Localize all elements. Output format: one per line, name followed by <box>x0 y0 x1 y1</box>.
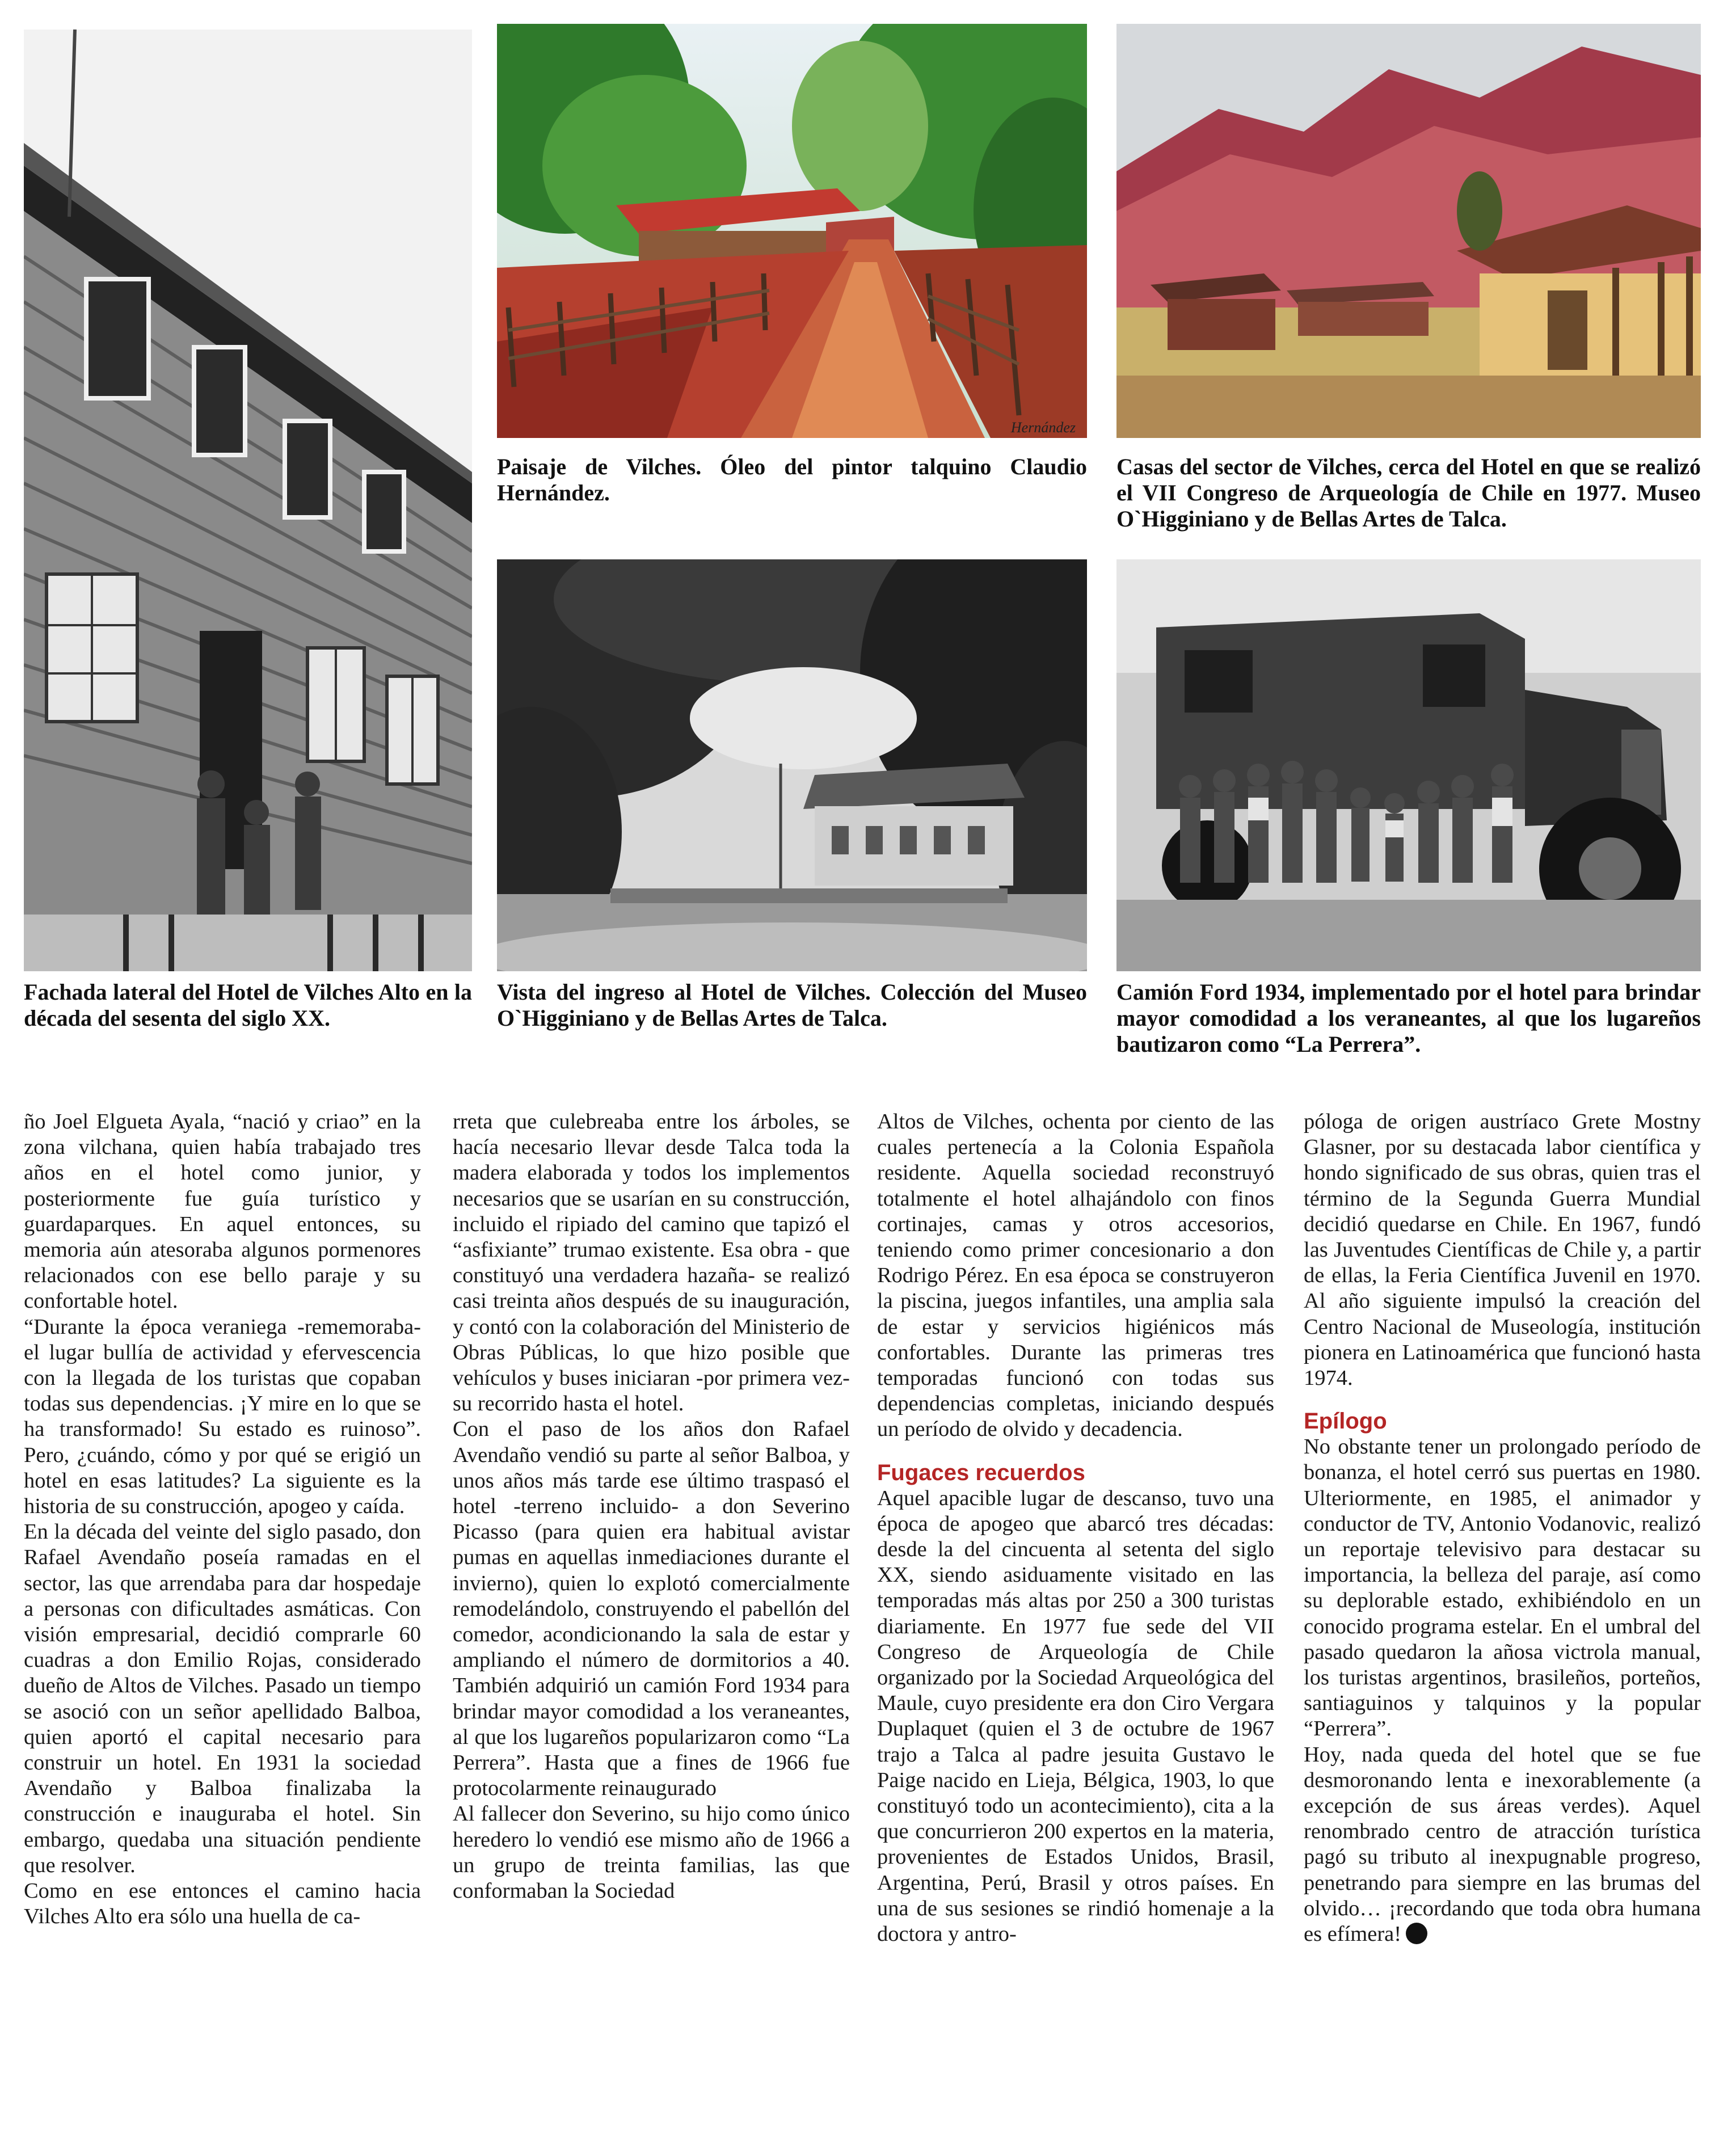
section-heading-fugaces-recuerdos: Fugaces recuerdos <box>877 1460 1085 1485</box>
article-paragraph: Altos de Vilches, ochenta por ciento de las cuales pertenecía a la Colonia Española residente. Aquella sociedad reconstruyó totalmente el hotel alhajándolo con finos cortinajes, camas y otros accesorios, teniendo como primer concesionario a don Rodrigo Pérez. En esa época se construyeron la piscina, juegos infantiles, una amplia sala de estar y servicios higiénicos más confortables. Durante las primeras tres temporadas funcionó con todas sus dependencias completas, iniciando después un período de olvido y decadencia. <box>877 1110 1274 1442</box>
photo-hotel-facade <box>24 30 472 971</box>
article-paragraph: ño Joel Elgueta Ayala, “nació y criao” en la zona vilchana, quien había trabajado tres años en el hotel como junior, y posteriormente fue guía turístico y guardaparques. En aquel entonces, su memoria aún atesoraba algunos pormenores relacionados con ese bello paraje y su confortable hotel. <box>24 1110 421 1313</box>
article-paragraph: Aquel apacible lugar de descanso, tuvo una época de apogeo que abarcó tres décadas: desde la del cincuenta al setenta del siglo XX, siendo asiduamente visitado en las temporadas más altas por 250 a 300 turistas diariamente. En 1977 fue sede del VII Congreso de Arqueología de Chile organizado por la Sociedad Arqueológica del Maule, cuyo presidente era don Ciro Vergara Duplaquet (quien el 3 de octubre de 1967 trajo a Talca al padre jesuita Gustavo le Paige nacido en Lieja, Bélgica, 1903, lo que constituyó todo un acontecimiento), cita a la que concurrieron 200 expertos en la materia, provenientes de Estados Unidos, Brasil, Argentina, Perú, Brasil y otros países. En una de sus sesiones se rindió homenaje a la doctora y antro- <box>877 1486 1274 1946</box>
photo-ford-truck <box>1116 559 1701 971</box>
article-paragraph: póloga de origen austríaco Grete Mostny Glasner, por su destacada labor científica y hondo significado de sus obras, quien tras el término de la Segunda Guerra Mundial decidió quedarse en Chile. En 1967, fundó las Juventudes Científicas de Chile y, a partir de ellas, la Feria Científica Juvenil en 1970. Al año siguiente impulsó la creación del Centro Nacional de Museología, institución pionera en Latinoamérica que funcionó hasta 1974. <box>1304 1110 1701 1390</box>
caption-ford-truck: Camión Ford 1934, implementado por el hotel para brindar mayor comodidad a los veraneantes, al que los lugareños bautizaron como “La Perrera”. <box>1116 979 1701 1057</box>
article-paragraph: Al fallecer don Severino, su hijo como único heredero lo vendió ese mismo año de 1966 a un grupo de treinta familias, las que conformaban la Sociedad <box>453 1802 850 1903</box>
article-column-2 <box>453 1109 850 1904</box>
article-paragraph: “Durante la época veraniega -rememoraba- el lugar bullía de actividad y efervescencia con la llegada de los turistas que copaban todas sus dependencias. ¡Y mire en lo que se ha transformado! Su estado es ruinoso”. Pero, ¿cuándo, cómo y por qué se erigió un hotel en esas latitudes? La siguiente es la historia de su construcción, apogeo y caída. <box>24 1314 421 1519</box>
photo-hotel-entrance <box>497 559 1087 971</box>
article-paragraph: No obstante tener un prolongado período de bonanza, el hotel cerró sus puertas en 1980. Ulteriormente, en 1985, el animador y conductor de TV, Antonio Vodanovic, realizó un reportaje televisivo para destacar su importancia, la belleza del paraje, así como su deplorable estado, exhibiéndolo en un conocido programa estelar. En el umbral del pasado quedaron la añosa victrola manual, los turistas argentinos, brasileños, porteños, santiaguinos y talquinos y la popular “Perrera”. <box>1304 1435 1701 1741</box>
article-paragraph: Como en ese entonces el camino hacia Vilches Alto era sólo una huella de ca- <box>24 1879 421 1929</box>
article-column-1 <box>24 1109 421 1930</box>
article-column-4 <box>1304 1109 1701 1947</box>
closing-text: Hoy, nada queda del hotel que se fue desmoronando lenta e inexorablemente (a excepción de sus áreas verdes). Aquel renombrado centro de atracción turística pagó su tributo al inexpugnable progreso, penetrando para siempre en las brumas del olvido… ¡recordando que toda obra humana es efímera! <box>1304 1742 1701 1946</box>
article-closing-paragraph <box>1304 1742 1701 1948</box>
photo-painting-landscape <box>497 24 1087 438</box>
photo-painting-houses <box>1116 24 1701 438</box>
article-paragraph: Con el paso de los años don Rafael Avendaño vendió su parte al señor Balboa, y unos años más tarde ese último traspasó el hotel -terreno incluido- a don Severino Picasso (para quien era habitual avistar pumas en aquellas inmediaciones durante el invierno), quien lo explotó comercialmente remodelándolo, construyendo el pabellón del comedor, acondicionando la sala de estar y ampliando el número de dormitorios a 40. También adquirió un camión Ford 1934 para brindar mayor comodidad a los veraneantes, al que los lugareños popularizaron como “La Perrera”. Hasta que a fines de 1966 fue protocolarmente reinaugurado <box>453 1417 850 1801</box>
article-column-3 <box>877 1109 1274 1947</box>
caption-hotel-entrance: Vista del ingreso al Hotel de Vilches. Colección del Museo O`Higginiano y de Bellas Artes de Talca. <box>497 979 1087 1031</box>
article-paragraph: En la década del veinte del siglo pasado, don Rafael Avendaño poseía ramadas en el sector, las que arrendaba para dar hospedaje a personas con dificultades asmáticas. Con visión empresarial, decidió comprarle 60 cuadras a don Emilio Rojas, considerado dueño de Altos de Vilches. Pasado un tiempo se asoció con un señor apellidado Balboa, quien aportó el capital necesario para construir un hotel. En 1931 la sociedad Avendaño y Balboa finalizaba la construcción e inauguraba el hotel. Sin embargo, quedaba una situación pendiente que resolver. <box>24 1520 421 1877</box>
caption-painting-landscape: Paisaje de Vilches. Óleo del pintor talquino Claudio Hernández. <box>497 454 1087 505</box>
painting-signature: Hernández <box>1010 419 1076 436</box>
caption-painting-houses: Casas del sector de Vilches, cerca del Hotel en que se realizó el VII Congreso de Arqueología de Chile en 1977. Museo O`Higginiano y de Bellas Artes de Talca. <box>1116 454 1701 532</box>
end-of-article-dot-icon <box>1406 1923 1427 1944</box>
section-heading-epilogo: Epílogo <box>1304 1409 1387 1434</box>
caption-hotel-facade: Fachada lateral del Hotel de Vilches Alto en la década del sesenta del siglo XX. <box>24 979 472 1031</box>
article-paragraph: rreta que culebreaba entre los árboles, se hacía necesario llevar desde Talca toda la madera elaborada y todos los implementos necesarios que se usarían en su construcción, incluido el ripiado del camino que tapizó el “asfixiante” trumao existente. Esa obra - que constituyó una verdadera hazaña- se realizó casi treinta años después de su inauguración, y contó con la colaboración del Ministerio de Obras Públicas, lo que hizo posible que vehículos y buses iniciaran -por primera vez- su recorrido hasta el hotel. <box>453 1110 850 1416</box>
